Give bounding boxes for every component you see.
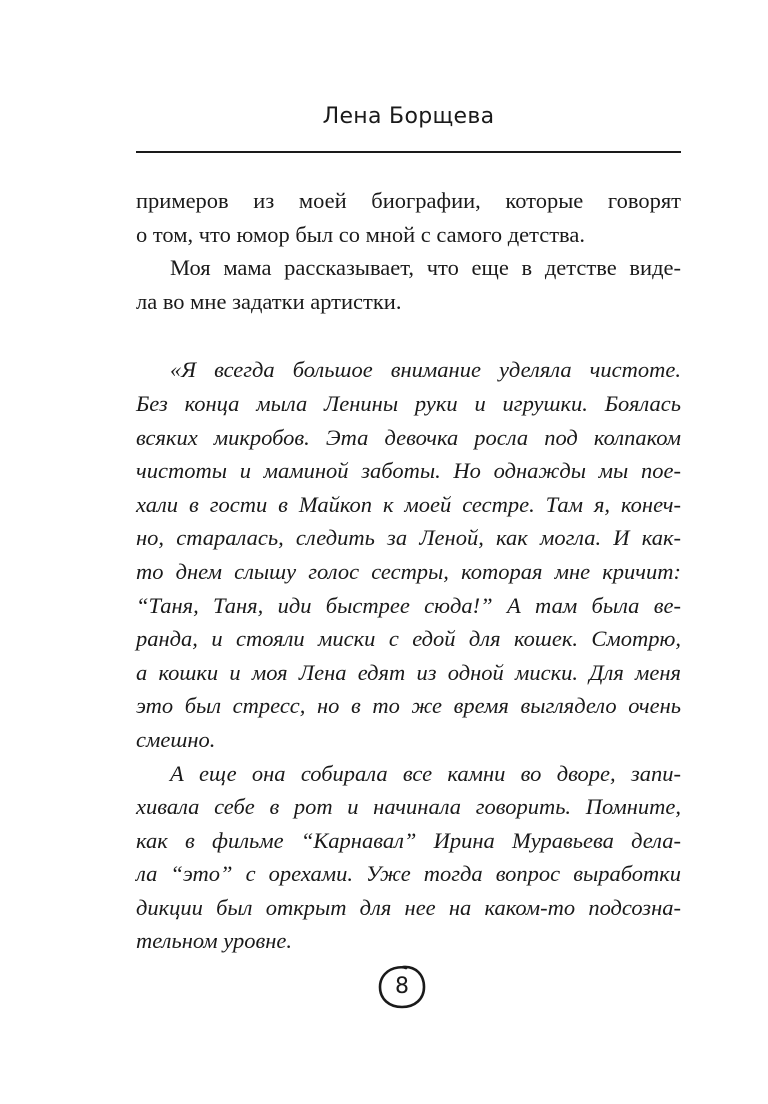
text-line: тельном уровне. [136, 928, 292, 954]
text-line: Моя мама рассказывает, что еще в детстве виде- [170, 255, 681, 281]
text-line: ла “это” с орехами. Уже тогда вопрос выработки [136, 861, 681, 887]
text-line: хали в гости в Майкоп к моей сестре. Там я, конеч- [136, 491, 681, 517]
text-line: то днем слышу голос сестры, которая мне кричит: [136, 558, 681, 584]
text-line: ранда, и стояли миски с едой для кошек. Смотрю, [136, 626, 681, 652]
quote-paragraph-1 [136, 353, 681, 756]
page-number-badge [376, 963, 428, 1011]
text-line: смешно. [136, 726, 216, 752]
text-line: как в фильме “Карнавал” Ирина Муравьева дела- [136, 827, 681, 853]
running-head-author: Лена Борщева [322, 104, 495, 129]
text-line: дикции был открыт для нее на каком-то подсозна- [136, 894, 681, 920]
text-line: это был стресс, но в то же время выглядело очень [136, 693, 681, 719]
text-line: всяких микробов. Эта девочка росла под колпаком [136, 424, 681, 450]
text-line: хивала себе в рот и начинала говорить. Помните, [136, 794, 681, 820]
text-line: но, старалась, следить за Леной, как могла. И как- [136, 525, 681, 551]
text-line: А еще она собирала все камни во дворе, запи- [170, 760, 681, 786]
text-line: “Таня, Таня, иди быстрее сюда!” А там была ве- [136, 592, 681, 618]
text-line: примеров из моей биографии, которые говорят [136, 188, 681, 213]
header-rule [136, 151, 681, 153]
paragraph-gap [136, 318, 681, 353]
text-line: «Я всегда большое внимание уделяла чистоте. [170, 357, 681, 383]
paragraph-1 [136, 184, 681, 251]
text-line: Без конца мыла Ленины руки и игрушки. Боялась [136, 390, 681, 416]
page-number: 8 [395, 974, 409, 999]
text-line: ла во мне задатки артистки. [136, 288, 402, 314]
page-text [136, 184, 681, 958]
paragraph-2 [136, 251, 681, 318]
text-line: о том, что юмор был со мной с самого детства. [136, 221, 585, 247]
text-line: чистоты и маминой заботы. Но однажды мы пое- [136, 458, 681, 484]
quote-paragraph-2 [136, 757, 681, 959]
text-line: а кошки и моя Лена едят из одной миски. Для меня [136, 659, 681, 685]
